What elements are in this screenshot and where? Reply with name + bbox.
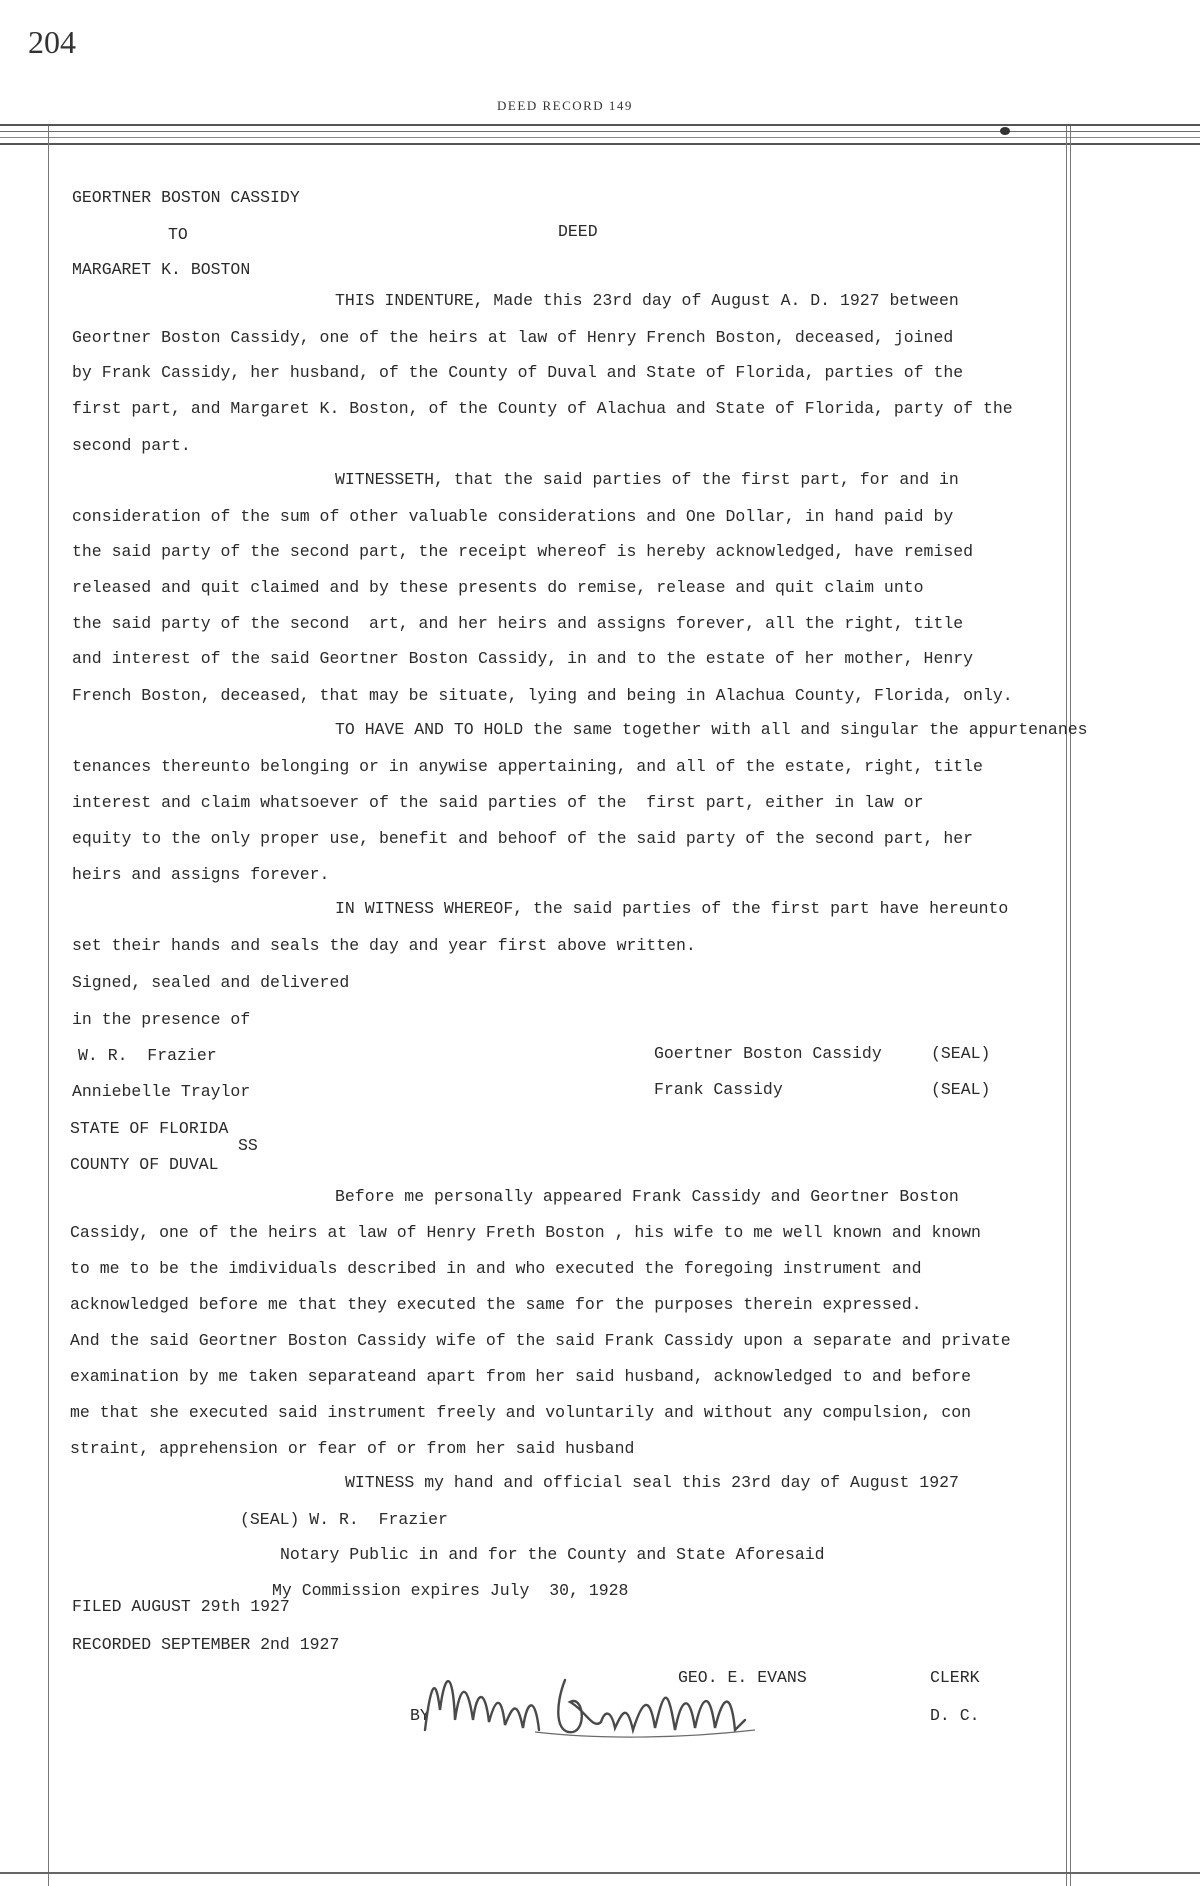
venue-state: STATE OF FLORIDA xyxy=(70,1119,229,1138)
ink-mark xyxy=(1000,127,1010,135)
book-header: DEED RECORD 149 xyxy=(497,98,633,113)
deed-text-line: released and quit claimed and by these presents do remise, release and quit claim unto xyxy=(72,578,924,597)
margin-line xyxy=(1066,126,1067,1886)
signer-seal: (SEAL) xyxy=(931,1080,991,1099)
signer-name: Frank Cassidy xyxy=(654,1080,783,1099)
ack-text-line: Before me personally appeared Frank Cassidy and Geortner Boston xyxy=(335,1187,959,1206)
by-label: BY xyxy=(410,1706,430,1725)
deputy-clerk-label: D. C. xyxy=(930,1706,980,1725)
deed-text-line: Signed, sealed and delivered xyxy=(72,973,350,992)
ack-text-line: And the said Geortner Boston Cassidy wife of the said Frank Cassidy upon a separate and private xyxy=(70,1331,1011,1350)
clerk-name: GEO. E. EVANS xyxy=(678,1668,807,1687)
header-rule xyxy=(0,131,1200,132)
recorded-date: RECORDED SEPTEMBER 2nd 1927 xyxy=(72,1635,340,1654)
clerk-title: CLERK xyxy=(930,1668,980,1687)
notary-title: Notary Public in and for the County and State Aforesaid xyxy=(280,1545,825,1564)
signer-seal: (SEAL) xyxy=(931,1044,991,1063)
deed-text-line: equity to the only proper use, benefit and behoof of the said party of the second part, her xyxy=(72,829,974,848)
margin-line xyxy=(48,126,49,1886)
filed-date: FILED AUGUST 29th 1927 xyxy=(72,1597,290,1616)
deed-text-line: TO HAVE AND TO HOLD the same together with all and singular the appurtenanes xyxy=(335,720,1088,739)
header-rule xyxy=(0,143,1200,145)
grantor-name: GEORTNER BOSTON CASSIDY xyxy=(72,188,300,207)
venue-ss: SS xyxy=(238,1136,258,1155)
deed-text-line: by Frank Cassidy, her husband, of the County of Duval and State of Florida, parties of the xyxy=(72,363,964,382)
deed-text-line: the said party of the second art, and her heirs and assigns forever, all the right, title xyxy=(72,614,964,633)
deputy-signature-scribble xyxy=(405,1650,815,1750)
deed-text-line: WITNESSETH, that the said parties of the first part, for and in xyxy=(335,470,959,489)
deed-text-line: set their hands and seals the day and year first above written. xyxy=(72,936,696,955)
deed-text-line: the said party of the second part, the receipt whereof is hereby acknowledged, have remised xyxy=(72,542,974,561)
deed-text-line: first part, and Margaret K. Boston, of the County of Alachua and State of Florida, party of the xyxy=(72,399,1013,418)
deed-text-line: tenances thereunto belonging or in anywise appertaining, and all of the estate, right, title xyxy=(72,757,983,776)
notary-commission: My Commission expires July 30, 1928 xyxy=(272,1581,629,1600)
deed-text-line: heirs and assigns forever. xyxy=(72,865,330,884)
ack-text-line: WITNESS my hand and official seal this 23rd day of August 1927 xyxy=(345,1473,959,1492)
witness-name: Anniebelle Traylor xyxy=(72,1082,251,1101)
deed-text-line: French Boston, deceased, that may be situate, lying and being in Alachua County, Florida, only. xyxy=(72,686,1013,705)
witness-name: W. R. Frazier xyxy=(78,1046,217,1065)
ack-text-line: acknowledged before me that they executed the same for the purposes therein expressed. xyxy=(70,1295,922,1314)
header-rule xyxy=(0,124,1200,126)
deed-text-line: interest and claim whatsoever of the said parties of the first part, either in law or xyxy=(72,793,924,812)
header-rule xyxy=(0,137,1200,138)
ack-text-line: straint, apprehension or fear of or from her said husband xyxy=(70,1439,635,1458)
bottom-rule xyxy=(0,1872,1200,1874)
signer-name: Goertner Boston Cassidy xyxy=(654,1044,882,1063)
to-label: TO xyxy=(168,225,188,244)
ack-text-line: examination by me taken separateand apart from her said husband, acknowledged to and before xyxy=(70,1367,972,1386)
grantee-name: MARGARET K. BOSTON xyxy=(72,260,251,279)
instrument-type: DEED xyxy=(558,222,598,241)
ack-text-line: Cassidy, one of the heirs at law of Henry Freth Boston , his wife to me well known and known xyxy=(70,1223,981,1242)
notary-signature: (SEAL) W. R. Frazier xyxy=(240,1510,448,1529)
deed-text-line: second part. xyxy=(72,436,191,455)
deed-text-line: IN WITNESS WHEREOF, the said parties of the first part have hereunto xyxy=(335,899,1009,918)
ack-text-line: to me to be the imdividuals described in and who executed the foregoing instrument and xyxy=(70,1259,922,1278)
deed-text-line: consideration of the sum of other valuable considerations and One Dollar, in hand paid by xyxy=(72,507,954,526)
deed-text-line: and interest of the said Geortner Boston Cassidy, in and to the estate of her mother, Henry xyxy=(72,649,974,668)
venue-county: COUNTY OF DUVAL xyxy=(70,1155,219,1174)
deed-text-line: in the presence of xyxy=(72,1010,251,1029)
margin-line xyxy=(1070,126,1071,1886)
deed-text-line: THIS INDENTURE, Made this 23rd day of August A. D. 1927 between xyxy=(335,291,959,310)
page-number: 204 xyxy=(28,24,76,60)
deed-text-line: Geortner Boston Cassidy, one of the heirs at law of Henry French Boston, deceased, joined xyxy=(72,328,954,347)
ack-text-line: me that she executed said instrument freely and voluntarily and without any compulsion, con xyxy=(70,1403,972,1422)
